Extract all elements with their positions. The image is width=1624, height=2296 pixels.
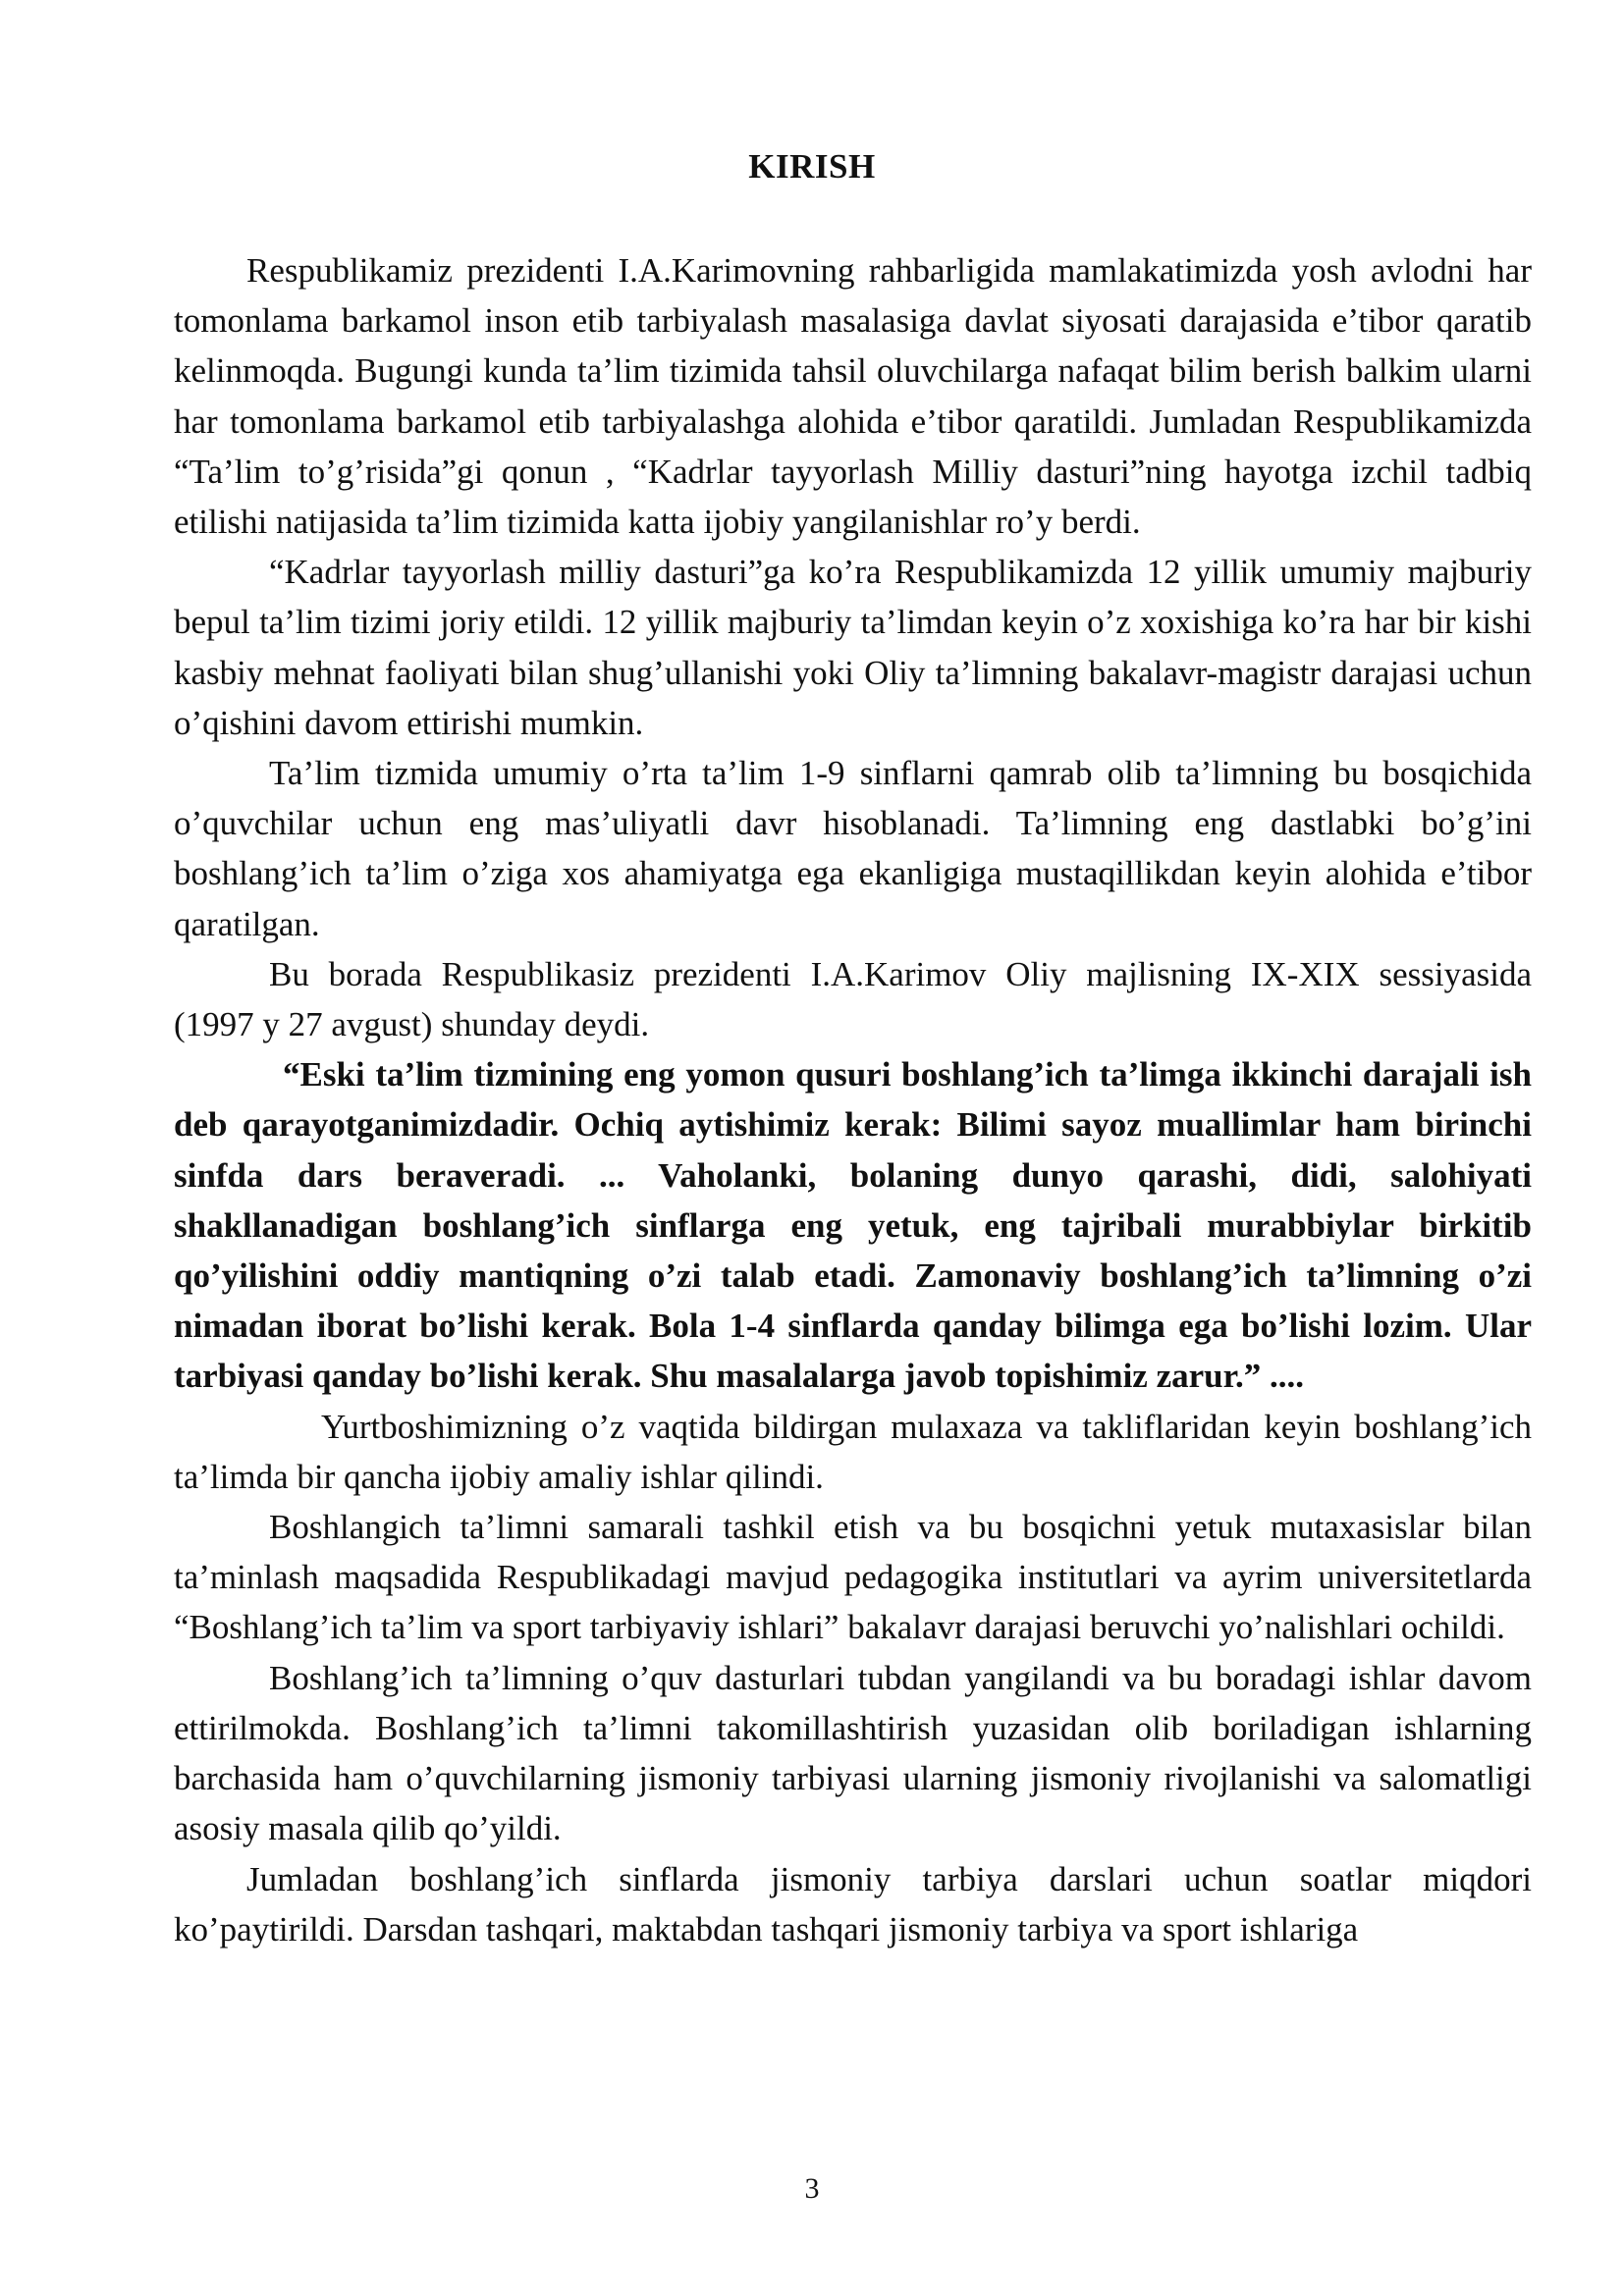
paragraph-intro: Respublikamiz prezidenti I.A.Karimovning rahbarligida mamlakatimizda yosh avlodni har tomonlama barkamol inson etib tarbiyalash masalasiga davlat siyosati darajasida e’tibor qaratib kelinmoqda. Bugungi kunda ta’lim tizimida tahsil oluvchilarga nafaqat bilim berish balkim ularni har tomonlama barkamol etib tarbiyalashga alohida e’tibor qaratildi. Jumladan Respublikamizda “Ta’lim to’g’risida”gi qonun , “Kadrlar tayyorlash Milliy dasturi”ning hayotga izchil tadbiq etilishi natijasida ta’lim tizimida katta ijobiy yangilanishlar ro’y berdi. <box>174 251 1532 542</box>
quote-paragraph: “Eski ta’lim tizmining eng yomon qusuri boshlang’ich ta’limga ikkinchi darajali ish deb qarayotganimizdadir. Ochiq aytishimiz kerak: Bilimi sayoz muallimlar ham birinchi sinfda dars beraveradi. ... Vaholanki, bolaning dunyo qarashi, didi, salohiyati shakllanadigan boshlang’ich sinflarga eng yetuk, eng tajribali murabbiylar birkitib qo’yilishini oddiy mantiqning o’zi talab etadi. Zamonaviy boshlang’ich ta’limning o’zi nimadan iborat bo’lishi kerak. Bola 1-4 sinflarda qanday bilimga ega bo’lishi lozim. Ular tarbiyasi qanday bo’lishi kerak. Shu masalalarga javob topishimiz zarur.” .... <box>174 1055 1532 1396</box>
paragraph-talim-tizimi: Ta’lim tizmida umumiy o’rta ta’lim 1-9 sinflarni qamrab olib ta’limning bu bosqichida o’quvchilar uchun eng mas’uliyatli davr hisoblanadi. Ta’limning eng dastlabki bo’g’ini boshlang’ich ta’lim o’ziga xos ahamiyatga ega ekanligiga mustaqillikdan keyin alohida e’tibor qaratilgan. <box>174 754 1532 943</box>
paragraph-yurtboshi: Yurtboshimizning o’z vaqtida bildirgan mulaxaza va takliflaridan keyin boshlang’ich ta’limda bir qancha ijobiy amaliy ishlar qilindi. <box>174 1407 1532 1496</box>
paragraph-jumladan: Jumladan boshlang’ich sinflarda jismoniy tarbiya darslari uchun soatlar miqdori ko’paytirildi. Darsdan tashqari, maktabdan tashqari jismoniy tarbiya va sport ishlariga <box>174 1859 1532 1949</box>
body-text <box>174 245 1532 1954</box>
page-number: 3 <box>804 2172 820 2205</box>
paragraph-kadrlar: “Kadrlar tayyorlash milliy dasturi”ga ko’ra Respublikamizda 12 yillik umumiy majburiy bepul ta’lim tizimi joriy etildi. 12 yillik majburiy ta’limdan keyin o’z xoxishiga ko’ra har bir kishi kasbiy mehnat faoliyati bilan shug’ullanishi yoki Oliy ta’limning bakalavr-magistr darajasi uchun o’qishini davom ettirishi mumkin. <box>174 553 1532 742</box>
page-title: KIRISH <box>748 147 876 186</box>
paragraph-prezident: Bu borada Respublikasiz prezidenti I.A.Karimov Oliy majlisning IX-XIX sessiyasida (1997 y 27 avgust) shunday deydi. <box>174 954 1532 1044</box>
paragraph-dasturlar: Boshlang’ich ta’limning o’quv dasturlari tubdan yangilandi va bu boradagi ishlar davom ettirilmokda. Boshlang’ich ta’limni takomillashtirish yuzasidan olib boriladigan ishlarning barchasida ham o’quvchilarning jismoniy tarbiyasi ularning jismoniy rivojlanishi va salomatligi asosiy masala qilib qo’yildi. <box>174 1658 1532 1848</box>
paragraph-boshlangich: Boshlangich ta’limni samarali tashkil etish va bu bosqichni yetuk mutaxasislar bilan ta’minlash maqsadida Respublikadagi mavjud pedagogika institutlari va ayrim universitetlarda “Boshlang’ich ta’lim va sport tarbiyaviy ishlari” bakalavr darajasi beruvchi yo’nalishlari ochildi. <box>174 1508 1532 1647</box>
